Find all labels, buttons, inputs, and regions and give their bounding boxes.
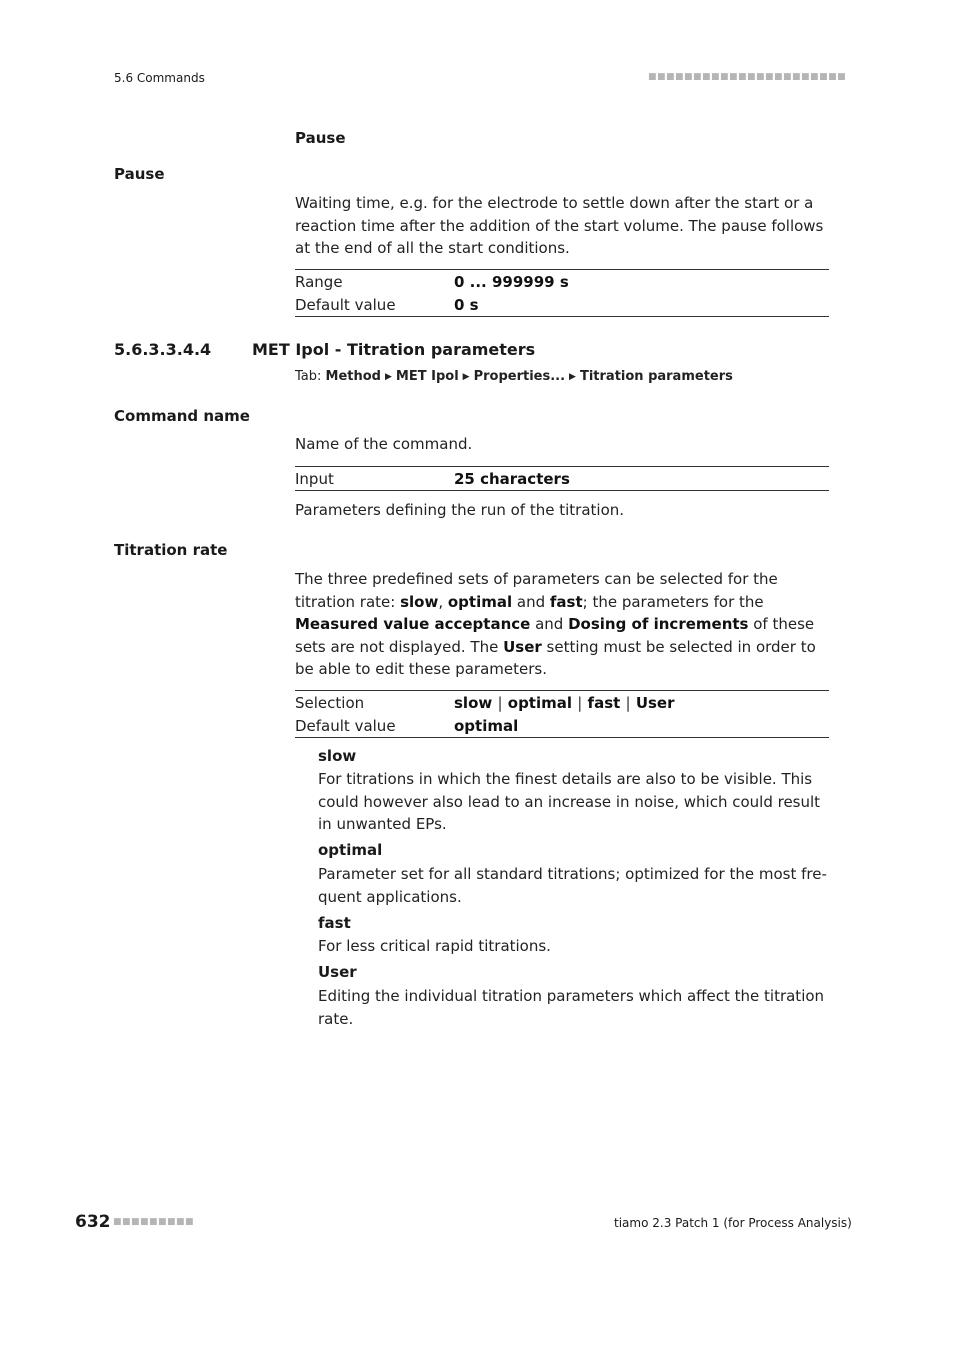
table-key: Range	[295, 272, 343, 291]
command-name-description: Name of the command.	[295, 435, 473, 453]
section-number: 5.6.3.3.4.4	[114, 340, 212, 359]
table-value: 25 characters	[454, 469, 570, 488]
option-desc-slow: For titrations in which the finest details are also to be visible. This could however also lead to an increase in noise, which could result in unwanted EPs.	[318, 770, 821, 833]
tab-path-item: Titration parameters	[579, 369, 733, 384]
running-header-dots: ■■■■■■■■■■■■■■■■■■■■■■	[648, 72, 847, 82]
table-value: optimal	[454, 716, 519, 735]
pause-param-table	[295, 269, 829, 317]
table-row	[295, 691, 829, 715]
section-title: MET Ipol - Titration parameters	[252, 340, 536, 359]
table-key: Input	[295, 469, 334, 488]
table-key: Default value	[295, 716, 396, 735]
titration-rate-param-table	[295, 690, 829, 738]
tab-path-item: MET Ipol	[395, 369, 459, 384]
table-row	[295, 467, 829, 491]
titration-parameters-intro: Parameters defining the run of the titration.	[295, 501, 625, 519]
tab-path-prefix: Tab:	[295, 369, 322, 384]
option-desc-fast: For less critical rapid titrations.	[318, 937, 551, 955]
command-name-param-table	[295, 466, 829, 491]
tab-path-item: Method	[325, 369, 381, 384]
pause-subheading: Pause	[295, 129, 346, 147]
table-value: 0 ... 999999 s	[454, 272, 569, 291]
running-header-section: 5.6 Commands	[114, 71, 205, 85]
tab-path-item: Properties...	[473, 369, 566, 384]
footer-dots: ■■■■■■■■■	[113, 1217, 195, 1227]
table-row	[295, 714, 829, 738]
option-term-optimal: optimal	[318, 841, 383, 859]
table-value: slow | optimal | fast | User	[454, 693, 675, 712]
option-term-slow: slow	[318, 747, 357, 765]
table-value: 0 s	[454, 295, 479, 314]
footer-product: tiamo 2.3 Patch 1 (for Process Analysis)	[614, 1216, 852, 1230]
table-key: Selection	[295, 693, 365, 712]
table-row	[295, 270, 829, 294]
pause-description: Waiting time, e.g. for the electrode to settle down after the start or a reaction time after the addition of the start volume. The pause follows at the end of all the start conditions.	[295, 194, 824, 257]
table-key: Default value	[295, 295, 396, 314]
triangle-right-icon: ▶	[385, 372, 392, 382]
option-term-fast: fast	[318, 914, 351, 932]
option-term-user: User	[318, 963, 357, 981]
page-number: 632	[75, 1212, 111, 1232]
param-name-pause: Pause	[114, 165, 165, 183]
titration-rate-description: The three predefined sets of parameters can be selected for the titration rate: slow, optimal and fast; the parameters for the Measured value acceptance and Dosing of increments of these sets are not displayed. The User setting must be selected in order to be able to edit these parameters.	[295, 570, 816, 678]
option-desc-user: Editing the individual titration parameters which affect the titration rate.	[318, 987, 825, 1028]
param-name-command-name: Command name	[114, 407, 250, 425]
option-desc-optimal: Parameter set for all standard titrations; optimized for the most frequent applications.	[318, 865, 827, 906]
table-row	[295, 293, 829, 317]
triangle-right-icon: ▶	[569, 372, 576, 382]
tab-path	[295, 369, 733, 384]
triangle-right-icon: ▶	[462, 372, 470, 382]
param-name-titration-rate: Titration rate	[114, 541, 228, 559]
